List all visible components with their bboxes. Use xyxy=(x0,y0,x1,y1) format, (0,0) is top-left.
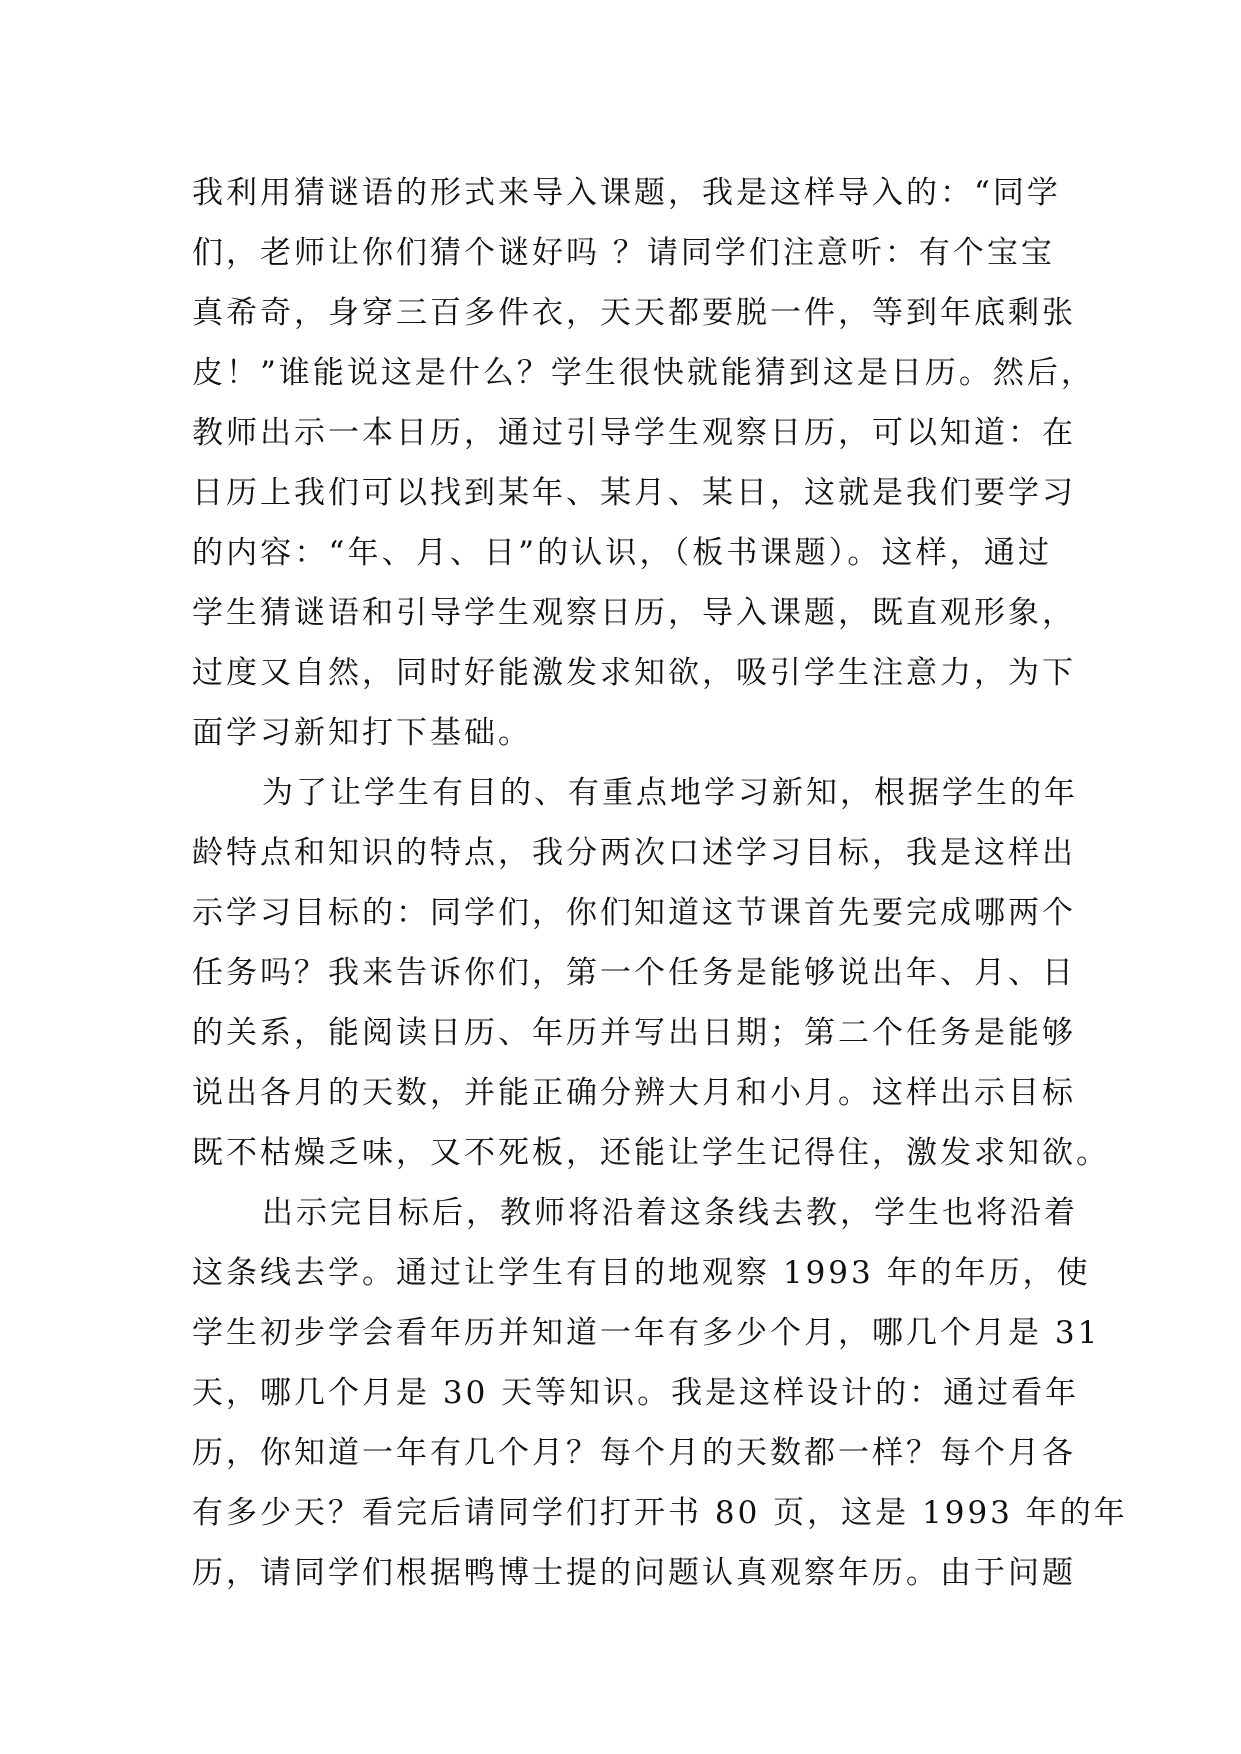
text-line: 我利用猜谜语的形式来导入课题，我是这样导入的：“同学 xyxy=(192,175,1061,211)
text-line: 历，请同学们根据鸭博士提的问题认真观察年历。由于问题 xyxy=(192,1555,1076,1591)
text-line: 面学习新知打下基础。 xyxy=(192,715,532,751)
text-line: 学生初步学会看年历并知道一年有多少个月，哪几个月是 31 xyxy=(192,1315,1101,1351)
text-line: 出示完目标后，教师将沿着这条线去教，学生也将沿着 xyxy=(262,1195,1078,1231)
paragraph-3 xyxy=(192,1183,1128,1603)
text-line: 的内容：“年、月、日”的认识，（板书课题）。这样，通过 xyxy=(192,535,1052,571)
text-line: 这条线去学。通过让学生有目的地观察 1993 年的年历，使 xyxy=(192,1255,1091,1291)
text-line: 天，哪几个月是 30 天等知识。我是这样设计的：通过看年 xyxy=(192,1375,1080,1411)
text-line: 示学习目标的：同学们，你们知道这节课首先要完成哪两个 xyxy=(192,895,1076,931)
text-line: 既不枯燥乏味，又不死板，还能让学生记得住，激发求知欲。 xyxy=(192,1135,1110,1171)
text-line: 日历上我们可以找到某年、某月、某日，这就是我们要学习 xyxy=(192,475,1076,511)
text-line: 皮！”谁能说这是什么？学生很快就能猜到这是日历。然后， xyxy=(192,355,1095,391)
text-line: 历，你知道一年有几个月？每个月的天数都一样？每个月各 xyxy=(192,1435,1076,1471)
text-line: 们，老师让你们猜个谜好吗 ？请同学们注意听：有个宝宝 xyxy=(192,235,1055,271)
document-body xyxy=(192,163,1128,1603)
text-line: 真希奇，身穿三百多件衣，天天都要脱一件，等到年底剩张 xyxy=(192,295,1076,331)
text-line: 任务吗？我来告诉你们，第一个任务是能够说出年、月、日 xyxy=(192,955,1076,991)
text-line: 过度又自然，同时好能激发求知欲，吸引学生注意力，为下 xyxy=(192,655,1076,691)
paragraph-2 xyxy=(192,763,1110,1183)
text-line: 为了让学生有目的、有重点地学习新知，根据学生的年 xyxy=(262,775,1078,811)
paragraph-1 xyxy=(192,163,1095,763)
text-line: 教师出示一本日历，通过引导学生观察日历，可以知道：在 xyxy=(192,415,1076,451)
text-line: 说出各月的天数，并能正确分辨大月和小月。这样出示目标 xyxy=(192,1075,1076,1111)
text-line: 的关系，能阅读日历、年历并写出日期；第二个任务是能够 xyxy=(192,1015,1076,1051)
text-line: 学生猜谜语和引导学生观察日历，导入课题，既直观形象， xyxy=(192,595,1076,631)
text-line: 龄特点和知识的特点，我分两次口述学习目标，我是这样出 xyxy=(192,835,1076,871)
text-line: 有多少天？看完后请同学们打开书 80 页，这是 1993 年的年 xyxy=(192,1495,1128,1531)
